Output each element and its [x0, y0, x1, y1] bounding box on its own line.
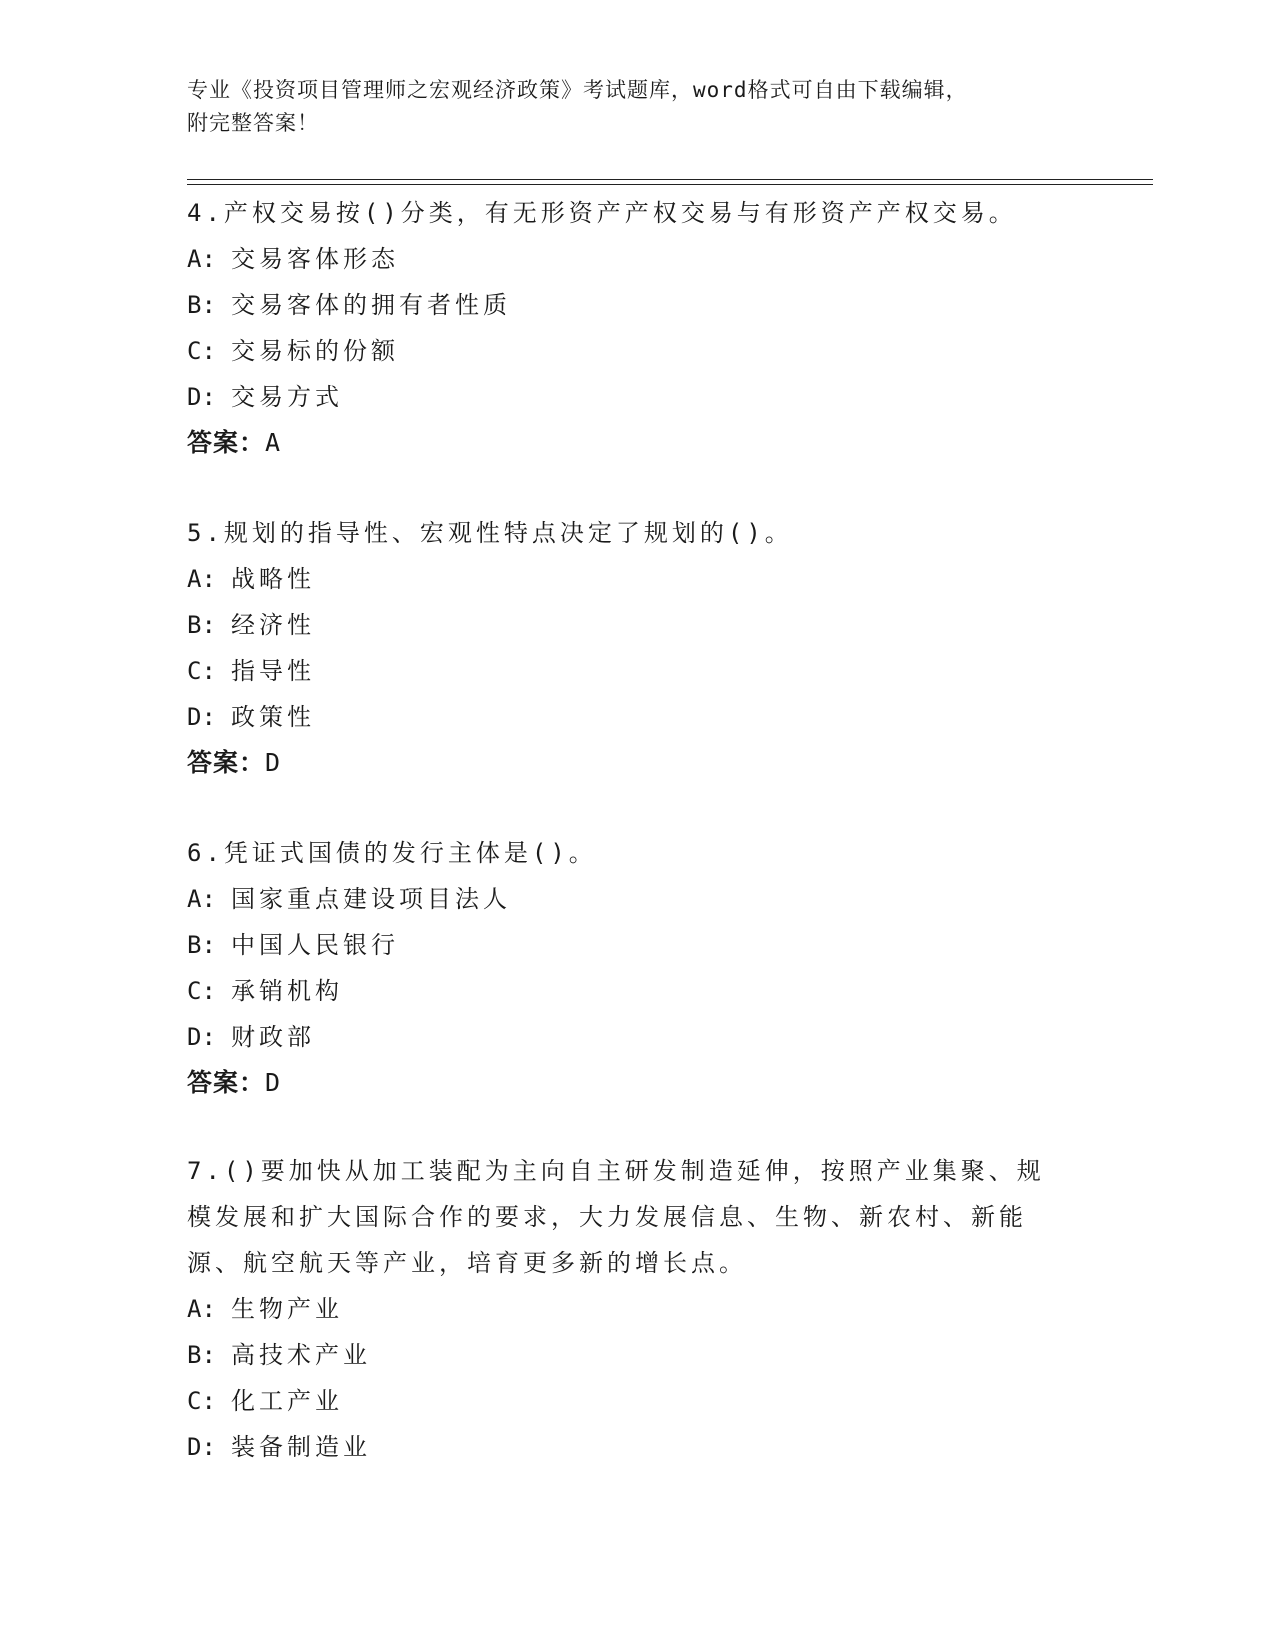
option-d [187, 1014, 1067, 1060]
option-key: A: [187, 245, 216, 273]
option-c [187, 328, 1067, 374]
option-b [187, 1332, 1067, 1378]
answer-label: 答案： [187, 748, 266, 777]
question-stem-line-1: 7.()要加快从加工装配为主向自主研发制造延伸，按照产业集聚、规 [187, 1157, 1045, 1185]
option-b [187, 282, 1067, 328]
option-key: A: [187, 885, 216, 913]
answer-line [187, 1060, 1067, 1106]
option-key: B: [187, 291, 216, 319]
option-text: 承销机构 [231, 977, 343, 1005]
option-b [187, 922, 1067, 968]
option-a [187, 236, 1067, 282]
answer-value: D [265, 748, 282, 777]
option-key: C: [187, 337, 216, 365]
option-key: B: [187, 1341, 216, 1369]
option-key: D: [187, 383, 216, 411]
header-divider-top [187, 179, 1153, 180]
header-line-2: 附完整答案！ [187, 111, 319, 135]
option-b [187, 602, 1067, 648]
option-c [187, 648, 1067, 694]
answer-line [187, 420, 1067, 466]
option-key: C: [187, 657, 216, 685]
answer-value: D [265, 1068, 282, 1097]
document-header [187, 74, 1067, 140]
question-stem: 6.凭证式国债的发行主体是()。 [187, 839, 597, 867]
question-5 [187, 510, 1067, 786]
option-a [187, 876, 1067, 922]
question-stem-line-2: 模发展和扩大国际合作的要求，大力发展信息、生物、新农村、新能 [187, 1203, 1027, 1231]
option-key: D: [187, 1023, 216, 1051]
option-text: 财政部 [231, 1023, 315, 1051]
question-stem: 5.规划的指导性、宏观性特点决定了规划的()。 [187, 519, 793, 547]
option-text: 装备制造业 [231, 1433, 371, 1461]
option-text: 交易方式 [231, 383, 343, 411]
option-d [187, 1424, 1067, 1470]
answer-line [187, 740, 1067, 786]
option-text: 战略性 [231, 565, 315, 593]
option-c [187, 1378, 1067, 1424]
option-text: 高技术产业 [231, 1341, 371, 1369]
option-text: 指导性 [231, 657, 315, 685]
option-text: 交易客体的拥有者性质 [231, 291, 511, 319]
option-key: C: [187, 1387, 216, 1415]
question-7 [187, 1148, 1067, 1470]
answer-label: 答案： [187, 1068, 266, 1097]
option-c [187, 968, 1067, 1014]
option-key: D: [187, 1433, 216, 1461]
option-key: C: [187, 977, 216, 1005]
option-a [187, 1286, 1067, 1332]
answer-value: A [265, 428, 282, 457]
option-key: A: [187, 565, 216, 593]
option-d [187, 694, 1067, 740]
question-4 [187, 190, 1067, 466]
question-6 [187, 830, 1067, 1106]
option-key: D: [187, 703, 216, 731]
answer-label: 答案： [187, 428, 266, 457]
option-key: A: [187, 1295, 216, 1323]
option-text: 中国人民银行 [231, 931, 399, 959]
option-text: 交易标的份额 [231, 337, 399, 365]
question-stem: 4.产权交易按()分类，有无形资产产权交易与有形资产产权交易。 [187, 199, 1017, 227]
option-d [187, 374, 1067, 420]
option-key: B: [187, 931, 216, 959]
option-text: 国家重点建设项目法人 [231, 885, 511, 913]
header-divider-bottom [187, 184, 1153, 185]
option-text: 交易客体形态 [231, 245, 399, 273]
header-line-1: 专业《投资项目管理师之宏观经济政策》考试题库，word格式可自由下载编辑， [187, 78, 968, 102]
question-stem-line-3: 源、航空航天等产业，培育更多新的增长点。 [187, 1249, 747, 1277]
option-text: 生物产业 [231, 1295, 343, 1323]
option-key: B: [187, 611, 216, 639]
option-a [187, 556, 1067, 602]
option-text: 经济性 [231, 611, 315, 639]
option-text: 政策性 [231, 703, 315, 731]
option-text: 化工产业 [231, 1387, 343, 1415]
